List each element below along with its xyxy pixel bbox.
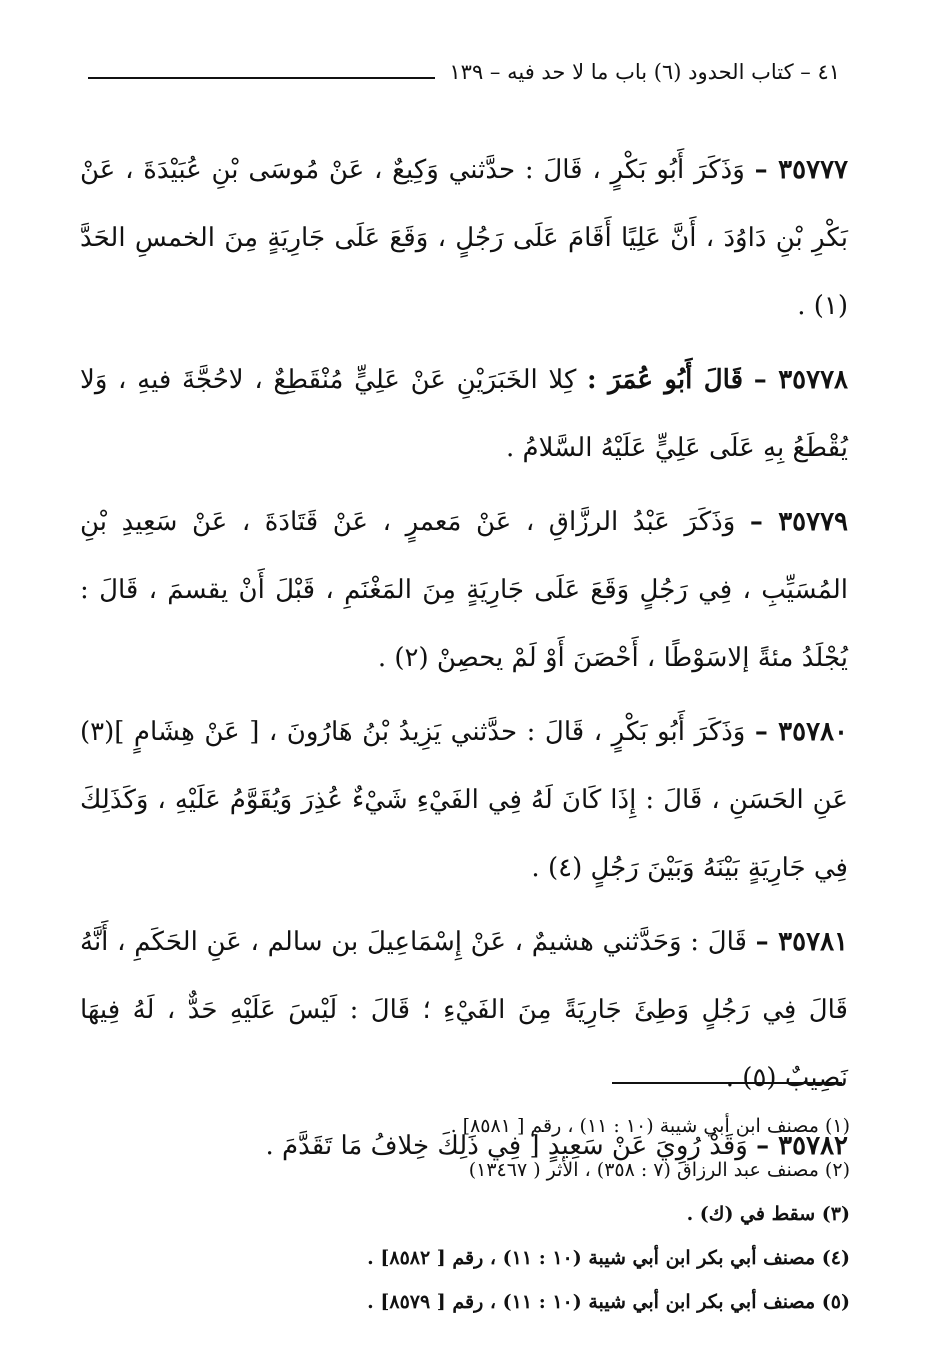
running-title: ٤١ – كتاب الحدود (٦) باب ما لا حد فيه – ١٣٩ [449, 60, 840, 84]
footnotes [330, 1104, 850, 1324]
paragraph-text: قَالَ : وَحَدَّثني هشيمٌ ، عَنْ إِسْمَاعِيلَ بن سالم ، عَنِ الحَكَمِ ، أَنَّهُ قَالَ فِي رَجُلٍ وَطِئَ جَارِيَةً مِنَ الفَيْءِ ؛ قَالَ : لَيْسَ عَلَيْهِ حَدٌّ ، لَهُ فِيهَا نَصِيبٌ (٥) . [80, 927, 848, 1093]
paragraph-number: ٣٥٧٧٧ – [754, 155, 848, 185]
paragraph-text: وَذَكَرَ أَبُو بَكْرٍ ، قَالَ : حدَّثني وَكِيعٌ ، عَنْ مُوسَى بْنِ عُبَيْدَةَ ، عَنْ بَكْرِ بْنِ دَاوُدَ ، أَنَّ عَلِيًا أَقَامَ عَلَى رَجُلٍ ، وَقَعَ عَلَى جَارِيَةٍ مِنَ الخمسِ الحَدَّ (١) . [80, 155, 848, 321]
footnote-4: (٤) مصنف أبي بكر ابن أبي شيبة (١٠ : ١١) ، رقم [ ٨٥٨٢] . [367, 1247, 850, 1269]
footnote-1: (١) مصنف ابن أبي شيبة (١٠ : ١١) ، رقم [ ٨٥٨١] . [450, 1115, 850, 1137]
paragraph-35778 [80, 346, 848, 482]
paragraph-number: ٣٥٧٧٩ – [749, 507, 849, 537]
paragraph-35780 [80, 698, 848, 902]
paragraph-number: ٣٥٧٧٨ – [753, 365, 849, 395]
page-header [88, 52, 840, 92]
paragraph-number: ٣٥٧٨٢ – [756, 1131, 848, 1161]
paragraph-text: وَذَكَرَ عَبْدُ الرزَّاقِ ، عَنْ مَعمرٍ ، عَنْ قَتَادَةَ ، عَنْ سَعِيدِ بْنِ المُسَيِّبِ ، فِي رَجُلٍ وَقَعَ عَلَى جَارِيَةٍ مِنَ المَغْنَمِ ، قَبْلَ أَنْ يقسمَ ، قَالَ : يُجْلَدُ مئةً إلاسَوْطًا ، أَحْصَنَ أَوْ لَمْ يحصِنْ (٢) . [80, 507, 848, 673]
footnote-5: (٥) مصنف أبي بكر ابن أبي شيبة (١٠ : ١١) ، رقم [ ٨٥٧٩] . [367, 1291, 850, 1313]
paragraph-35777 [80, 136, 848, 340]
paragraph-number: ٣٥٧٨٠ – [754, 717, 848, 747]
footnote-separator [612, 1082, 842, 1084]
footnote-2: (٢) مصنف عبد الرزاق (٧ : ٣٥٨) ، الأثر ( ١٣٤٦٧) [468, 1159, 850, 1181]
paragraph-number: ٣٥٧٨١ – [755, 927, 848, 957]
paragraph-text: كِلا الخَبَرَيْنِ عَنْ عَلِيٍّ مُنْقَطِعٌ ، لاحُجَّةَ فيهِ ، وَلا يُقْطَعُ بِهِ عَلَى عَلِيٍّ عَلَيْهُ السَّلامُ . [80, 365, 848, 463]
footnote-3: (٣) سقط في (ك) . [686, 1203, 850, 1225]
paragraph-lead: قَالَ أَبُو عُمَرَ : [587, 365, 744, 395]
header-rule [88, 77, 435, 79]
paragraph-35779 [80, 488, 848, 692]
paragraph-text: وَقَدْ رُوِيَ عَنْ سَعِيدٍ [ فِي ذَلِكَ خِلافُ مَا تَقَدَّمَ . [265, 1131, 748, 1161]
main-text [80, 136, 848, 1180]
paragraph-text: وَذَكَرَ أَبُو بَكْرٍ ، قَالَ : حدَّثني يَزِيدُ بْنُ هَارُونَ ، [ عَنْ هِشَامٍ ](٣) عَنِ الحَسَنِ ، قَالَ : إِذَا كَانَ لَهُ فِي الفَيْءِ شَيْءٌ عُذِرَ وَيُقَوَّمُ عَلَيْهِ ، وَكَذَلِكَ فِي جَارِيَةٍ بَيْنَهُ وَبَيْنَ رَجُلٍ (٤) . [80, 717, 848, 883]
